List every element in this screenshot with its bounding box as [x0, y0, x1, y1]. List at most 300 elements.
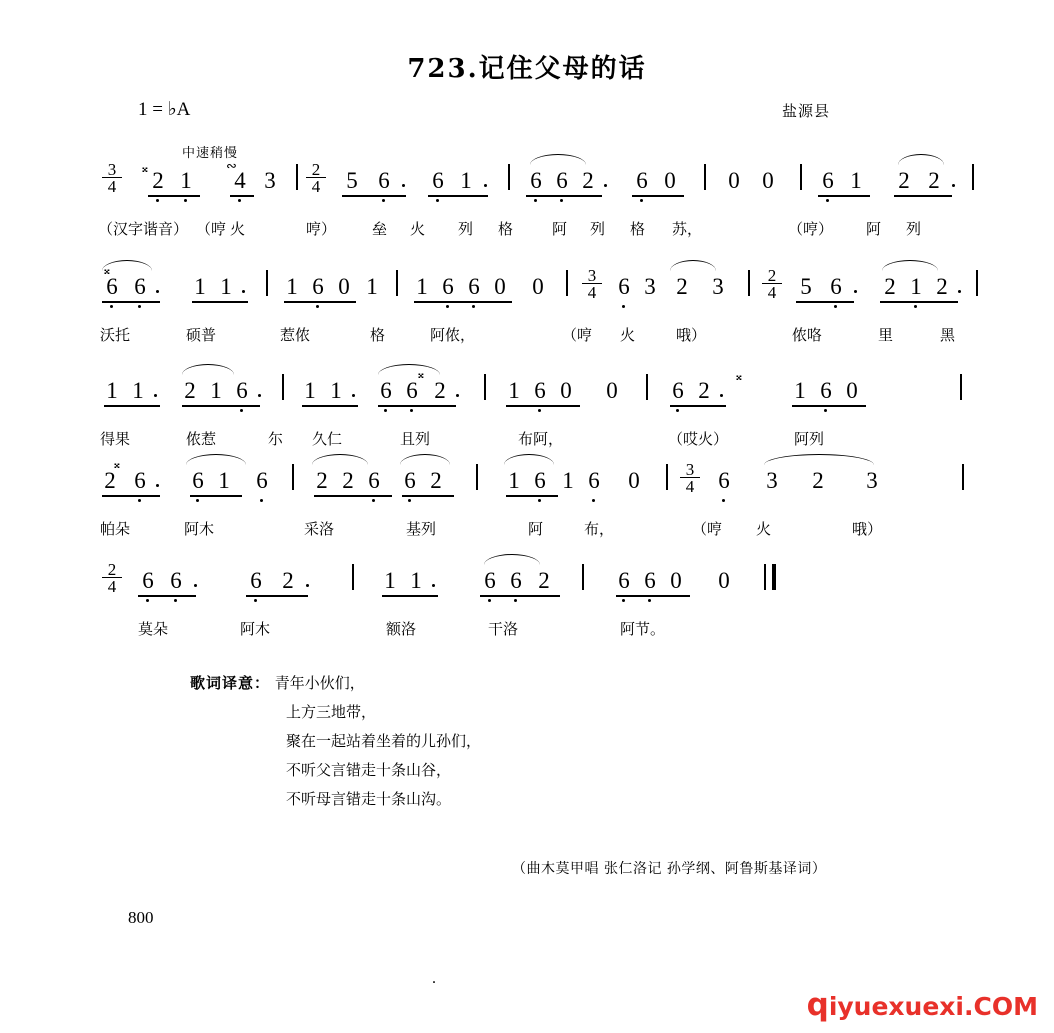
note: 0: [664, 168, 676, 193]
beam: [182, 405, 260, 407]
note: 0: [728, 168, 740, 193]
time-signature-3-4: $\frac{3}{4}$: [582, 268, 602, 300]
grace-mark-icon: 𝄪: [736, 368, 742, 383]
region-label: 盐源县: [782, 102, 831, 120]
lyric: 火: [230, 220, 246, 238]
watermark-domain: .COM: [964, 992, 1038, 1021]
lyrics-row-2: [100, 324, 960, 354]
time-signature-3-4: $\frac{3}{4}$: [680, 462, 700, 494]
octave-dot-icon: [184, 199, 187, 202]
octave-dot-icon: [156, 199, 159, 202]
watermark-text: iyuexuexi: [828, 992, 965, 1021]
note: 6: [534, 468, 546, 493]
barline: [976, 270, 978, 296]
duration-dot-icon: [952, 184, 955, 187]
lyrics-row-4: [100, 518, 960, 548]
lyric: 额洛: [386, 620, 417, 638]
note: 2: [698, 378, 710, 403]
note: 0: [532, 274, 544, 299]
note: 2: [430, 468, 442, 493]
beam: [526, 195, 602, 197]
note: 6: [192, 468, 204, 493]
note: 1: [850, 168, 862, 193]
note: 6: [134, 468, 146, 493]
note: 6: [618, 568, 630, 593]
octave-dot-icon: [146, 599, 149, 602]
beam: [616, 595, 690, 597]
octave-dot-icon: [238, 199, 241, 202]
note: 6: [820, 378, 832, 403]
lyric: 哦）: [676, 326, 707, 344]
octave-dot-icon: [622, 305, 625, 308]
octave-dot-icon: [560, 199, 563, 202]
beam: [796, 301, 854, 303]
barline: [704, 164, 706, 190]
note: 3: [264, 168, 276, 193]
beam: [402, 495, 454, 497]
note: 6: [432, 168, 444, 193]
octave-dot-icon: [372, 499, 375, 502]
slur: [670, 260, 716, 271]
lyric: 阿节。: [620, 620, 666, 638]
note: 6: [588, 468, 600, 493]
lyric: 基列: [406, 520, 437, 538]
beam: [670, 405, 726, 407]
barline: [296, 164, 298, 190]
octave-dot-icon: [384, 409, 387, 412]
lyric: 阿列: [794, 430, 825, 448]
note: 1: [366, 274, 378, 299]
beam: [102, 301, 160, 303]
note: 6: [106, 274, 118, 299]
duration-dot-icon: [352, 394, 355, 397]
grace-mark-icon: 𝄪: [142, 160, 148, 175]
beam: [246, 595, 308, 597]
note: 1: [416, 274, 428, 299]
lyric: 阿: [552, 220, 568, 238]
barline: [292, 464, 294, 490]
note: 2: [812, 468, 824, 493]
lyric: 尓: [268, 430, 284, 448]
note: 1: [304, 378, 316, 403]
translation-text: 聚在一起站着坐着的儿孙们，: [286, 732, 482, 750]
beam: [284, 301, 356, 303]
note: 6: [236, 378, 248, 403]
barline: [960, 374, 962, 400]
lyric: 侬咯: [792, 326, 823, 344]
note: 6: [170, 568, 182, 593]
note: 6: [718, 468, 730, 493]
beam: [382, 595, 438, 597]
grace-mark-icon: 𝄪: [114, 456, 120, 471]
note: 2: [582, 168, 594, 193]
lyric: 阿: [528, 520, 544, 538]
duration-dot-icon: [156, 484, 159, 487]
lyric: 且列: [400, 430, 431, 448]
beam: [302, 405, 358, 407]
translation-text: 青年小伙们，: [274, 674, 365, 692]
octave-dot-icon: [254, 599, 257, 602]
octave-dot-icon: [240, 409, 243, 412]
lyric: 侬惹: [186, 430, 217, 448]
beam: [414, 301, 512, 303]
octave-dot-icon: [514, 599, 517, 602]
barline: [566, 270, 568, 296]
note: 1: [910, 274, 922, 299]
page-number: 800: [128, 908, 154, 927]
note: 2: [676, 274, 688, 299]
lyric: 黑: [940, 326, 956, 344]
final-barline: [772, 564, 776, 590]
beam: [378, 405, 456, 407]
barline: [962, 464, 964, 490]
beam: [632, 195, 684, 197]
beam: [138, 595, 196, 597]
score-system-2: [100, 262, 960, 344]
score-system-3: [100, 366, 960, 448]
octave-dot-icon: [260, 499, 263, 502]
note: 6: [404, 468, 416, 493]
octave-dot-icon: [592, 499, 595, 502]
lyric: 久仁: [312, 430, 343, 448]
beam: [192, 301, 248, 303]
notes-row-5: [100, 562, 960, 608]
note: 4: [234, 168, 246, 193]
beam: [818, 195, 870, 197]
octave-dot-icon: [446, 305, 449, 308]
note: 6: [556, 168, 568, 193]
ornament-icon: ∾: [226, 158, 237, 173]
tempo-label: 中速稍慢: [182, 146, 239, 161]
note: 6: [830, 274, 842, 299]
slur: [182, 364, 234, 375]
note: 2: [342, 468, 354, 493]
barline: [484, 374, 486, 400]
duration-dot-icon: [456, 394, 459, 397]
barline: [646, 374, 648, 400]
note: 0: [338, 274, 350, 299]
slur: [898, 154, 944, 165]
translation-line: [190, 672, 481, 701]
lyric: 列: [458, 220, 474, 238]
barline: [508, 164, 510, 190]
lyric: 阿木: [240, 620, 271, 638]
note: 3: [766, 468, 778, 493]
octave-dot-icon: [110, 305, 113, 308]
lyric: 苏，: [672, 220, 703, 238]
lyric: 格: [498, 220, 514, 238]
lyric: 硕普: [186, 326, 217, 344]
duration-dot-icon: [720, 394, 723, 397]
octave-dot-icon: [138, 305, 141, 308]
lyric: 帕朵: [100, 520, 131, 538]
beam: [148, 195, 200, 197]
note: 6: [312, 274, 324, 299]
duration-dot-icon: [242, 290, 245, 293]
duration-dot-icon: [154, 394, 157, 397]
note: 1: [330, 378, 342, 403]
note: 6: [368, 468, 380, 493]
lyric: 列: [906, 220, 922, 238]
note: 0: [494, 274, 506, 299]
lyric: 垒: [372, 220, 388, 238]
duration-dot-icon: [402, 184, 405, 187]
octave-dot-icon: [382, 199, 385, 202]
note: 6: [636, 168, 648, 193]
note: 1: [410, 568, 422, 593]
translation-line: [190, 759, 481, 788]
beam: [480, 595, 560, 597]
translation-line: [190, 788, 481, 817]
credits-line: （曲木莫甲唱 张仁洛记 孙学纲、阿鲁斯基译词）: [512, 861, 827, 877]
note: 1: [210, 378, 222, 403]
lyric: （哎火）: [668, 430, 729, 448]
note: 3: [644, 274, 656, 299]
beam: [894, 195, 952, 197]
lyric: 沃托: [100, 326, 131, 344]
grace-mark-icon: 𝄪: [104, 262, 110, 277]
note: 3: [866, 468, 878, 493]
beam: [506, 495, 558, 497]
lyric: 得果: [100, 430, 131, 448]
octave-dot-icon: [622, 599, 625, 602]
duration-dot-icon: [484, 184, 487, 187]
octave-dot-icon: [648, 599, 651, 602]
duration-dot-icon: [604, 184, 607, 187]
time-signature-2-4: $\frac{2}{4}$: [762, 268, 782, 300]
barline: [582, 564, 584, 590]
octave-dot-icon: [834, 305, 837, 308]
beam: [880, 301, 958, 303]
slur: [530, 154, 586, 165]
note: 1: [132, 378, 144, 403]
page-title: 723.记住父母的话: [407, 54, 647, 84]
note: 1: [384, 568, 396, 593]
beam: [792, 405, 866, 407]
lyric: 阿: [866, 220, 882, 238]
note: 0: [606, 378, 618, 403]
octave-dot-icon: [138, 499, 141, 502]
lyric: 列: [590, 220, 606, 238]
score-system-5: [100, 562, 960, 638]
note: 6: [530, 168, 542, 193]
note: 6: [378, 168, 390, 193]
note: 2: [434, 378, 446, 403]
note: 1: [194, 274, 206, 299]
note: 2: [928, 168, 940, 193]
beam: [102, 495, 160, 497]
lyric: 格: [630, 220, 646, 238]
notes-row-2: [100, 262, 960, 314]
lyric: 火: [410, 220, 426, 238]
duration-dot-icon: [306, 584, 309, 587]
note: 1: [508, 378, 520, 403]
lyrics-row-1: [100, 218, 960, 248]
octave-dot-icon: [824, 409, 827, 412]
barline: [396, 270, 398, 296]
note: 1: [794, 378, 806, 403]
beam: [342, 195, 406, 197]
octave-dot-icon: [316, 305, 319, 308]
octave-dot-icon: [826, 199, 829, 202]
lyric: （哼: [196, 220, 227, 238]
beam: [506, 405, 580, 407]
lyric: 莫朵: [138, 620, 169, 638]
note: 5: [800, 274, 812, 299]
octave-dot-icon: [722, 499, 725, 502]
barline: [972, 164, 974, 190]
note: 0: [762, 168, 774, 193]
note: 6: [250, 568, 262, 593]
translation-text: 不听母言错走十条山沟。: [286, 790, 452, 808]
lyric: （哼: [692, 520, 723, 538]
note: 2: [898, 168, 910, 193]
note: 1: [460, 168, 472, 193]
octave-dot-icon: [408, 499, 411, 502]
octave-dot-icon: [410, 409, 413, 412]
duration-dot-icon: [194, 584, 197, 587]
duration-dot-icon: [432, 584, 435, 587]
note: 2: [316, 468, 328, 493]
translation-text: 不听父言错走十条山谷，: [286, 761, 452, 779]
note: 0: [846, 378, 858, 403]
barline: [800, 164, 802, 190]
note: 3: [712, 274, 724, 299]
center-dot-mark: .: [432, 970, 436, 987]
translation-line: [190, 701, 481, 730]
duration-dot-icon: [958, 290, 961, 293]
octave-dot-icon: [436, 199, 439, 202]
lyric: 格: [370, 326, 386, 344]
grace-mark-icon: 𝄪: [418, 366, 424, 381]
time-signature-2-4: $\frac{2}{4}$: [102, 562, 122, 594]
barline: [764, 564, 766, 590]
note: 1: [286, 274, 298, 299]
translation-lead: 歌词译意：: [190, 674, 271, 692]
note: 6: [484, 568, 496, 593]
note: 0: [670, 568, 682, 593]
lyric: 阿侬，: [430, 326, 476, 344]
time-signature-2-4: $\frac{2}{4}$: [306, 162, 326, 194]
score-system-1: [98, 158, 960, 238]
lyric: 火: [756, 520, 772, 538]
lyric: 哦）: [852, 520, 883, 538]
note: 6: [256, 468, 268, 493]
lyric: 里: [878, 326, 894, 344]
note: 2: [152, 168, 164, 193]
lyric: 布阿，: [518, 430, 564, 448]
barline: [476, 464, 478, 490]
slur: [378, 364, 440, 375]
octave-dot-icon: [538, 409, 541, 412]
note: 0: [718, 568, 730, 593]
watermark: [807, 987, 1038, 1023]
note: 0: [560, 378, 572, 403]
lyric: （哼: [562, 326, 593, 344]
note: 1: [220, 274, 232, 299]
octave-dot-icon: [174, 599, 177, 602]
lyric: 火: [620, 326, 636, 344]
note: 2: [538, 568, 550, 593]
note: 5: [346, 168, 358, 193]
notes-row-1: [100, 158, 960, 208]
barline: [666, 464, 668, 490]
note: 6: [142, 568, 154, 593]
beam: [230, 195, 254, 197]
octave-dot-icon: [914, 305, 917, 308]
beam: [314, 495, 392, 497]
note: 6: [672, 378, 684, 403]
barline: [282, 374, 284, 400]
lyric: 采洛: [304, 520, 335, 538]
watermark-q: q: [806, 987, 829, 1023]
note: 6: [468, 274, 480, 299]
translation-block: [190, 672, 481, 817]
note: 6: [618, 274, 630, 299]
octave-dot-icon: [196, 499, 199, 502]
note: 6: [534, 378, 546, 403]
beam: [428, 195, 488, 197]
note: 6: [822, 168, 834, 193]
barline: [352, 564, 354, 590]
octave-dot-icon: [640, 199, 643, 202]
duration-dot-icon: [156, 290, 159, 293]
notes-row-4: [100, 456, 960, 508]
note: 1: [106, 378, 118, 403]
barline: [748, 270, 750, 296]
lyric: （哼）: [788, 220, 834, 238]
beam: [190, 495, 242, 497]
lyrics-row-5: [100, 618, 960, 648]
octave-dot-icon: [676, 409, 679, 412]
note: 2: [282, 568, 294, 593]
lyric: 惹侬: [280, 326, 311, 344]
note: 2: [936, 274, 948, 299]
note: 6: [644, 568, 656, 593]
note: 1: [562, 468, 574, 493]
note: 6: [380, 378, 392, 403]
note: 6: [442, 274, 454, 299]
octave-dot-icon: [538, 499, 541, 502]
duration-dot-icon: [854, 290, 857, 293]
translation-text: 上方三地带，: [286, 703, 377, 721]
note: 0: [628, 468, 640, 493]
octave-dot-icon: [534, 199, 537, 202]
note: 2: [104, 468, 116, 493]
note: 1: [218, 468, 230, 493]
lyric: （汉字谐音）: [98, 220, 189, 238]
octave-dot-icon: [488, 599, 491, 602]
lyric: 哼）: [306, 220, 337, 238]
slur: [484, 554, 540, 565]
lyric: 布，: [584, 520, 615, 538]
note: 2: [184, 378, 196, 403]
note: 1: [508, 468, 520, 493]
duration-dot-icon: [258, 394, 261, 397]
barline: [266, 270, 268, 296]
note: 6: [406, 378, 418, 403]
note: 1: [180, 168, 192, 193]
notes-row-3: [100, 366, 960, 418]
lyric: 干洛: [488, 620, 519, 638]
translation-line: [190, 730, 481, 759]
note: 6: [134, 274, 146, 299]
note: 2: [884, 274, 896, 299]
key-signature-text: 1 = ♭A: [138, 99, 191, 120]
score-system-4: [100, 456, 960, 538]
lyric: 阿木: [184, 520, 215, 538]
beam: [104, 405, 160, 407]
